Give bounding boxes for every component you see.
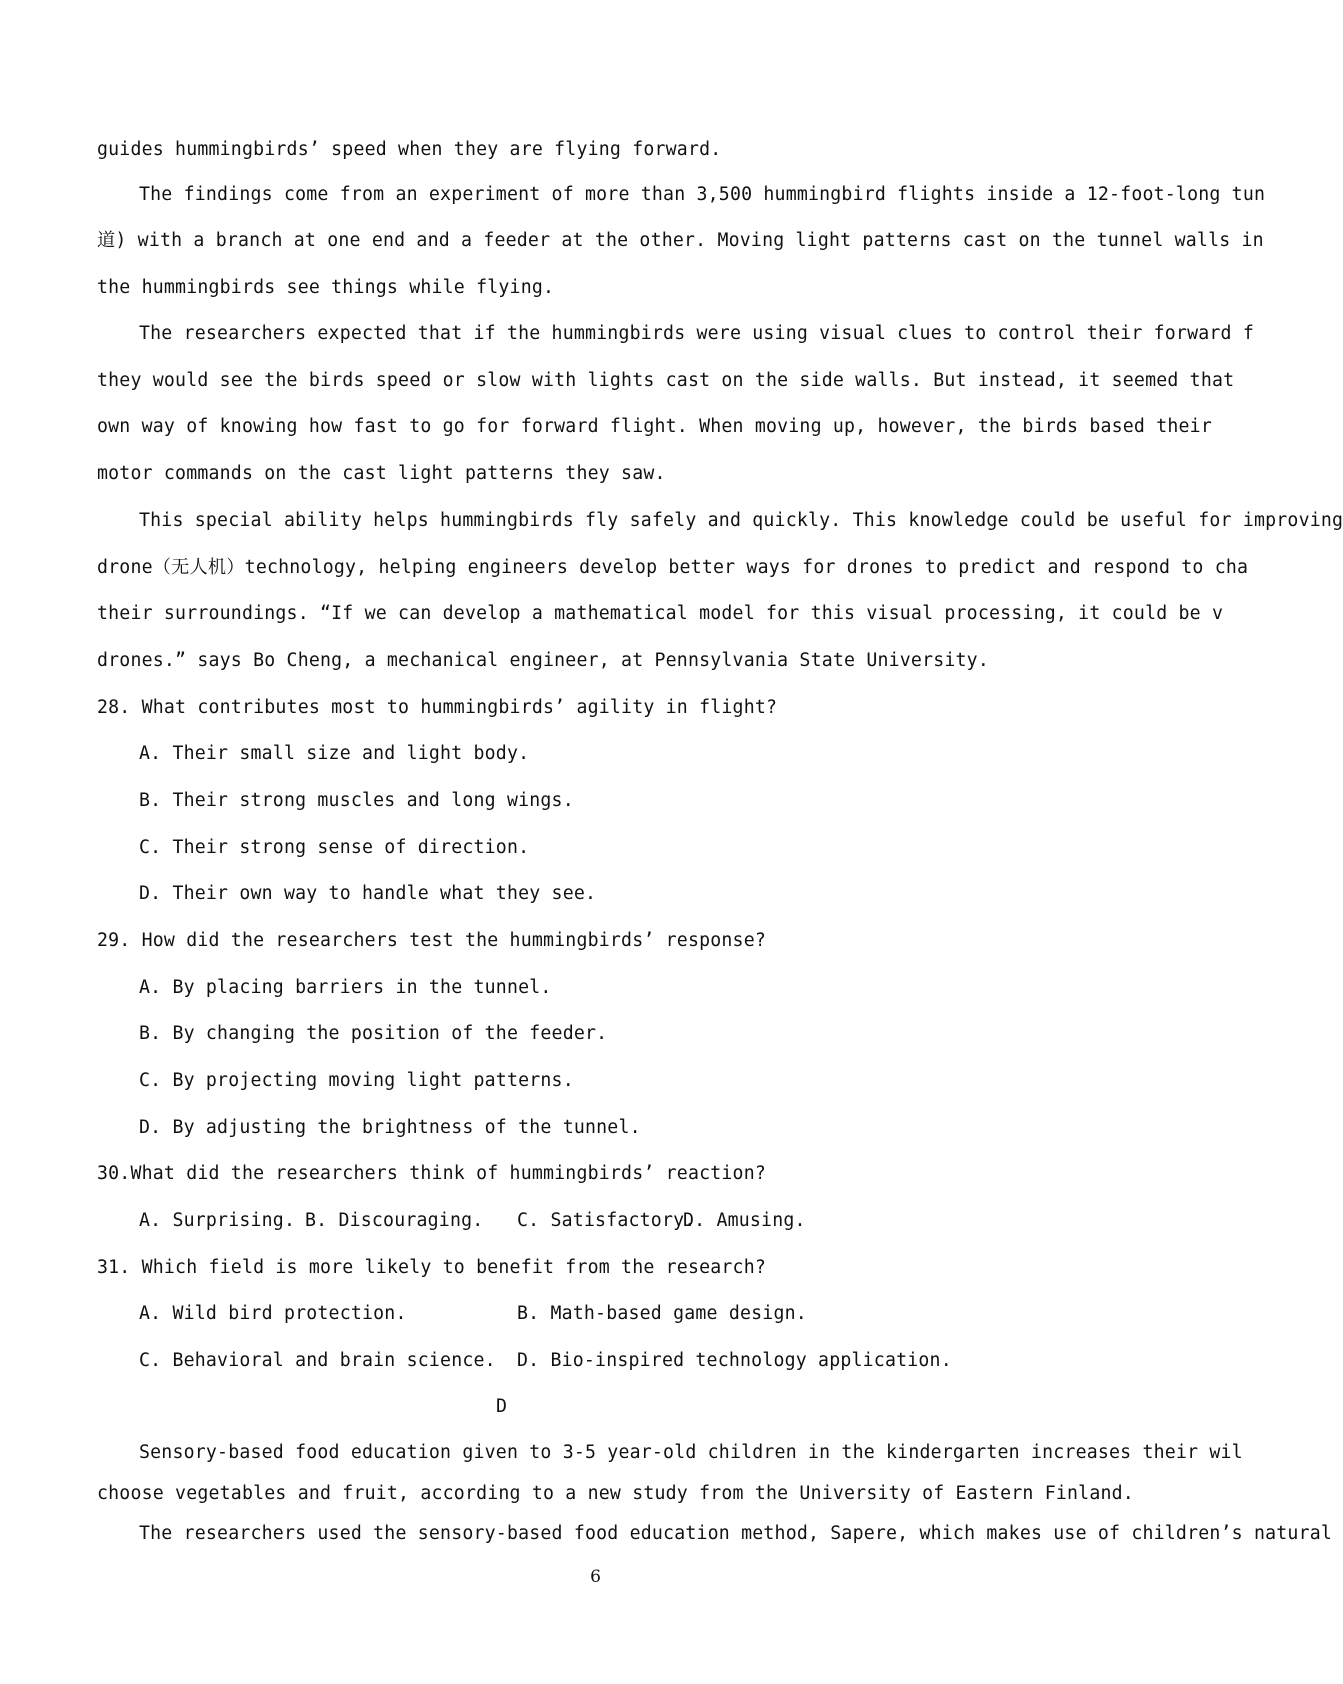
question-28-option-d: D. Their own way to handle what they see.: [139, 883, 597, 904]
question-29-option-b: B. By changing the position of the feeder.: [139, 1023, 608, 1044]
passage-c-p2-line1: The findings come from an experiment of more than 3,500 hummingbird flights inside a 12-foot-long tun: [139, 184, 1266, 205]
question-29-option-c: C. By projecting moving light patterns.: [139, 1070, 574, 1091]
passage-c-p3-line4: motor commands on the cast light patterns they saw.: [97, 463, 666, 484]
passage-d-p1-line2: choose vegetables and fruit, according to a new study from the University of Eastern Finland.: [97, 1483, 1134, 1504]
question-30-option-b: B. Discouraging.: [305, 1210, 484, 1231]
passage-c-p3-line3: own way of knowing how fast to go for forward flight. When moving up, however, the birds based their: [97, 416, 1212, 437]
question-28-option-b: B. Their strong muscles and long wings.: [139, 790, 574, 811]
question-31-stem: 31. Which field is more likely to benefit from the research?: [97, 1257, 766, 1278]
passage-c-p2-line3: the hummingbirds see things while flying.: [97, 277, 555, 298]
question-31-option-c: C. Behavioral and brain science.: [139, 1350, 496, 1371]
passage-c-p2-line2: 道) with a branch at one end and a feeder at the other. Moving light patterns cast on the tunnel walls in: [97, 230, 1264, 251]
passage-c-p3-line2: they would see the birds speed or slow with lights cast on the side walls. But instead, it seemed that: [97, 370, 1235, 391]
passage-d-p2-line1: The researchers used the sensory-based food education method, Sapere, which makes use of children’s natural: [139, 1523, 1333, 1544]
passage-c-p4-line3: their surroundings. “If we can develop a mathematical model for this visual processing, it could be v: [97, 603, 1224, 624]
question-30-option-d: D. Amusing.: [683, 1210, 806, 1231]
passage-c-p4-line1: This special ability helps hummingbirds fly safely and quickly. This knowledge could be useful for improving: [139, 510, 1343, 531]
question-31-option-d: D. Bio-inspired technology application.: [517, 1350, 952, 1371]
question-31-option-b: B. Math-based game design.: [517, 1303, 807, 1324]
question-29-stem: 29. How did the researchers test the hummingbirds’ response?: [97, 930, 766, 951]
passage-d-heading: D: [496, 1396, 508, 1417]
page-number: 6: [590, 1567, 601, 1587]
question-31-option-a: A. Wild bird protection.: [139, 1303, 407, 1324]
question-30-option-a: A. Surprising.: [139, 1210, 296, 1231]
question-29-option-d: D. By adjusting the brightness of the tunnel.: [139, 1117, 641, 1138]
passage-d-p1-line1: Sensory-based food education given to 3-5 year-old children in the kindergarten increases their wil: [139, 1442, 1243, 1463]
passage-c-p4-line4: drones.” says Bo Cheng, a mechanical engineer, at Pennsylvania State University.: [97, 650, 989, 671]
question-28-option-c: C. Their strong sense of direction.: [139, 837, 530, 858]
question-28-stem: 28. What contributes most to hummingbirds’ agility in flight?: [97, 697, 778, 718]
question-28-option-a: A. Their small size and light body.: [139, 743, 530, 764]
passage-c-p3-line1: The researchers expected that if the hummingbirds were using visual clues to control their forward f: [139, 323, 1254, 344]
question-30-option-c: C. Satisfactory.: [517, 1210, 696, 1231]
question-29-option-a: A. By placing barriers in the tunnel.: [139, 977, 552, 998]
passage-c-p4-line2: drone（无人机）technology, helping engineers develop better ways for drones to predict and respond to cha: [97, 557, 1249, 578]
passage-c-p1-line1: guides hummingbirds’ speed when they are flying forward.: [97, 139, 722, 160]
question-30-stem: 30.What did the researchers think of hummingbirds’ reaction?: [97, 1163, 766, 1184]
